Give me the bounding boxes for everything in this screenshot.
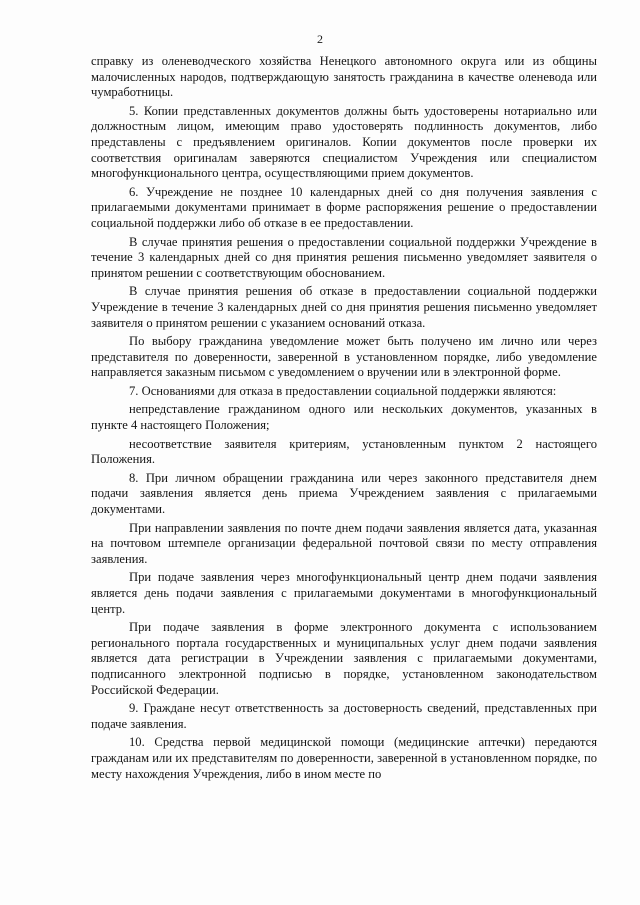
- paragraph-item-9: 9. Граждане несут ответственность за достоверность сведений, представленных при подаче заявления.: [91, 701, 597, 731]
- paragraph-notice-delivery: По выбору гражданина уведомление может быть получено им лично или через представителя по доверенности, заверенной в установленном порядке, либо уведомление направляется заказным письмом с уведомлением о вручении или в электронной форме.: [91, 334, 597, 380]
- paragraph-item-10: 10. Средства первой медицинской помощи (медицинские аптечки) передаются гражданам или их представителям по доверенности, заверенной в установленном порядке, по месту нахождения Учреждения, либо в ином месте по: [91, 735, 597, 781]
- page-number: 2: [317, 32, 323, 46]
- paragraph-continuation: справку из оленеводческого хозяйства Ненецкого автономного округа или из общины малочисленных народов, подтверждающую занятость гражданина в качестве оленевода или чумработницы.: [91, 54, 597, 100]
- paragraph-approval-notice: В случае принятия решения о предоставлении социальной поддержки Учреждение в течение 3 календарных дней со дня принятия решения письменно уведомляет заявителя о принятом решении с соответствующим обоснованием.: [91, 234, 597, 280]
- paragraph-refusal-reason-2: несоответствие заявителя критериям, установленным пунктом 2 настоящего Положения.: [91, 436, 597, 467]
- paragraph-item-8: 8. При личном обращении гражданина или через законного представителя днем подачи заявления является день приема Учреждением заявления с прилагаемыми документами.: [91, 470, 597, 517]
- paragraph-item-5: 5. Копии представленных документов должны быть удостоверены нотариально или должностным лицом, имеющим право удостоверять подлинность документов, либо представлены с предъявлением оригиналов. Копии документов после проверки их соответствия оригиналам заверяются специалистом Учреждения или специалистом многофункционального центра, осуществляющими прием документов.: [91, 103, 597, 181]
- paragraph-item-7: 7. Основаниями для отказа в предоставлении социальной поддержки являются:: [129, 383, 557, 398]
- document-body: [91, 54, 597, 785]
- paragraph-refusal-notice: В случае принятия решения об отказе в предоставлении социальной поддержки Учреждение в течение 3 календарных дней со дня принятия решения письменно уведомляет заявителя о принятом решении с указанием оснований отказа.: [91, 284, 597, 330]
- paragraph-refusal-reason-1: непредставление гражданином одного или нескольких документов, указанных в пункте 4 настоящего Положения;: [91, 402, 597, 433]
- paragraph-item-6: 6. Учреждение не позднее 10 календарных дней со дня получения заявления с прилагаемыми документами принимает в форме распоряжения решение о предоставлении социальной поддержки либо об отказе в ее предоставлении.: [91, 184, 597, 230]
- paragraph-mail-submission: При направлении заявления по почте днем подачи заявления является дата, указанная на почтовом штемпеле организации федеральной почтовой связи по месту отправления заявления.: [91, 520, 597, 566]
- paragraph-mfc-submission: При подаче заявления через многофункциональный центр днем подачи заявления является день подачи заявления с прилагаемыми документами в многофункциональный центр.: [91, 570, 597, 616]
- paragraph-electronic-submission: При подаче заявления в форме электронного документа с использованием регионального портала государственных и муниципальных услуг днем подачи заявления является дата регистрации в Учреждении заявления с прилагаемыми документами, подписанного электронной подписью в порядке, установленном законодательством Российской Федерации.: [91, 620, 597, 697]
